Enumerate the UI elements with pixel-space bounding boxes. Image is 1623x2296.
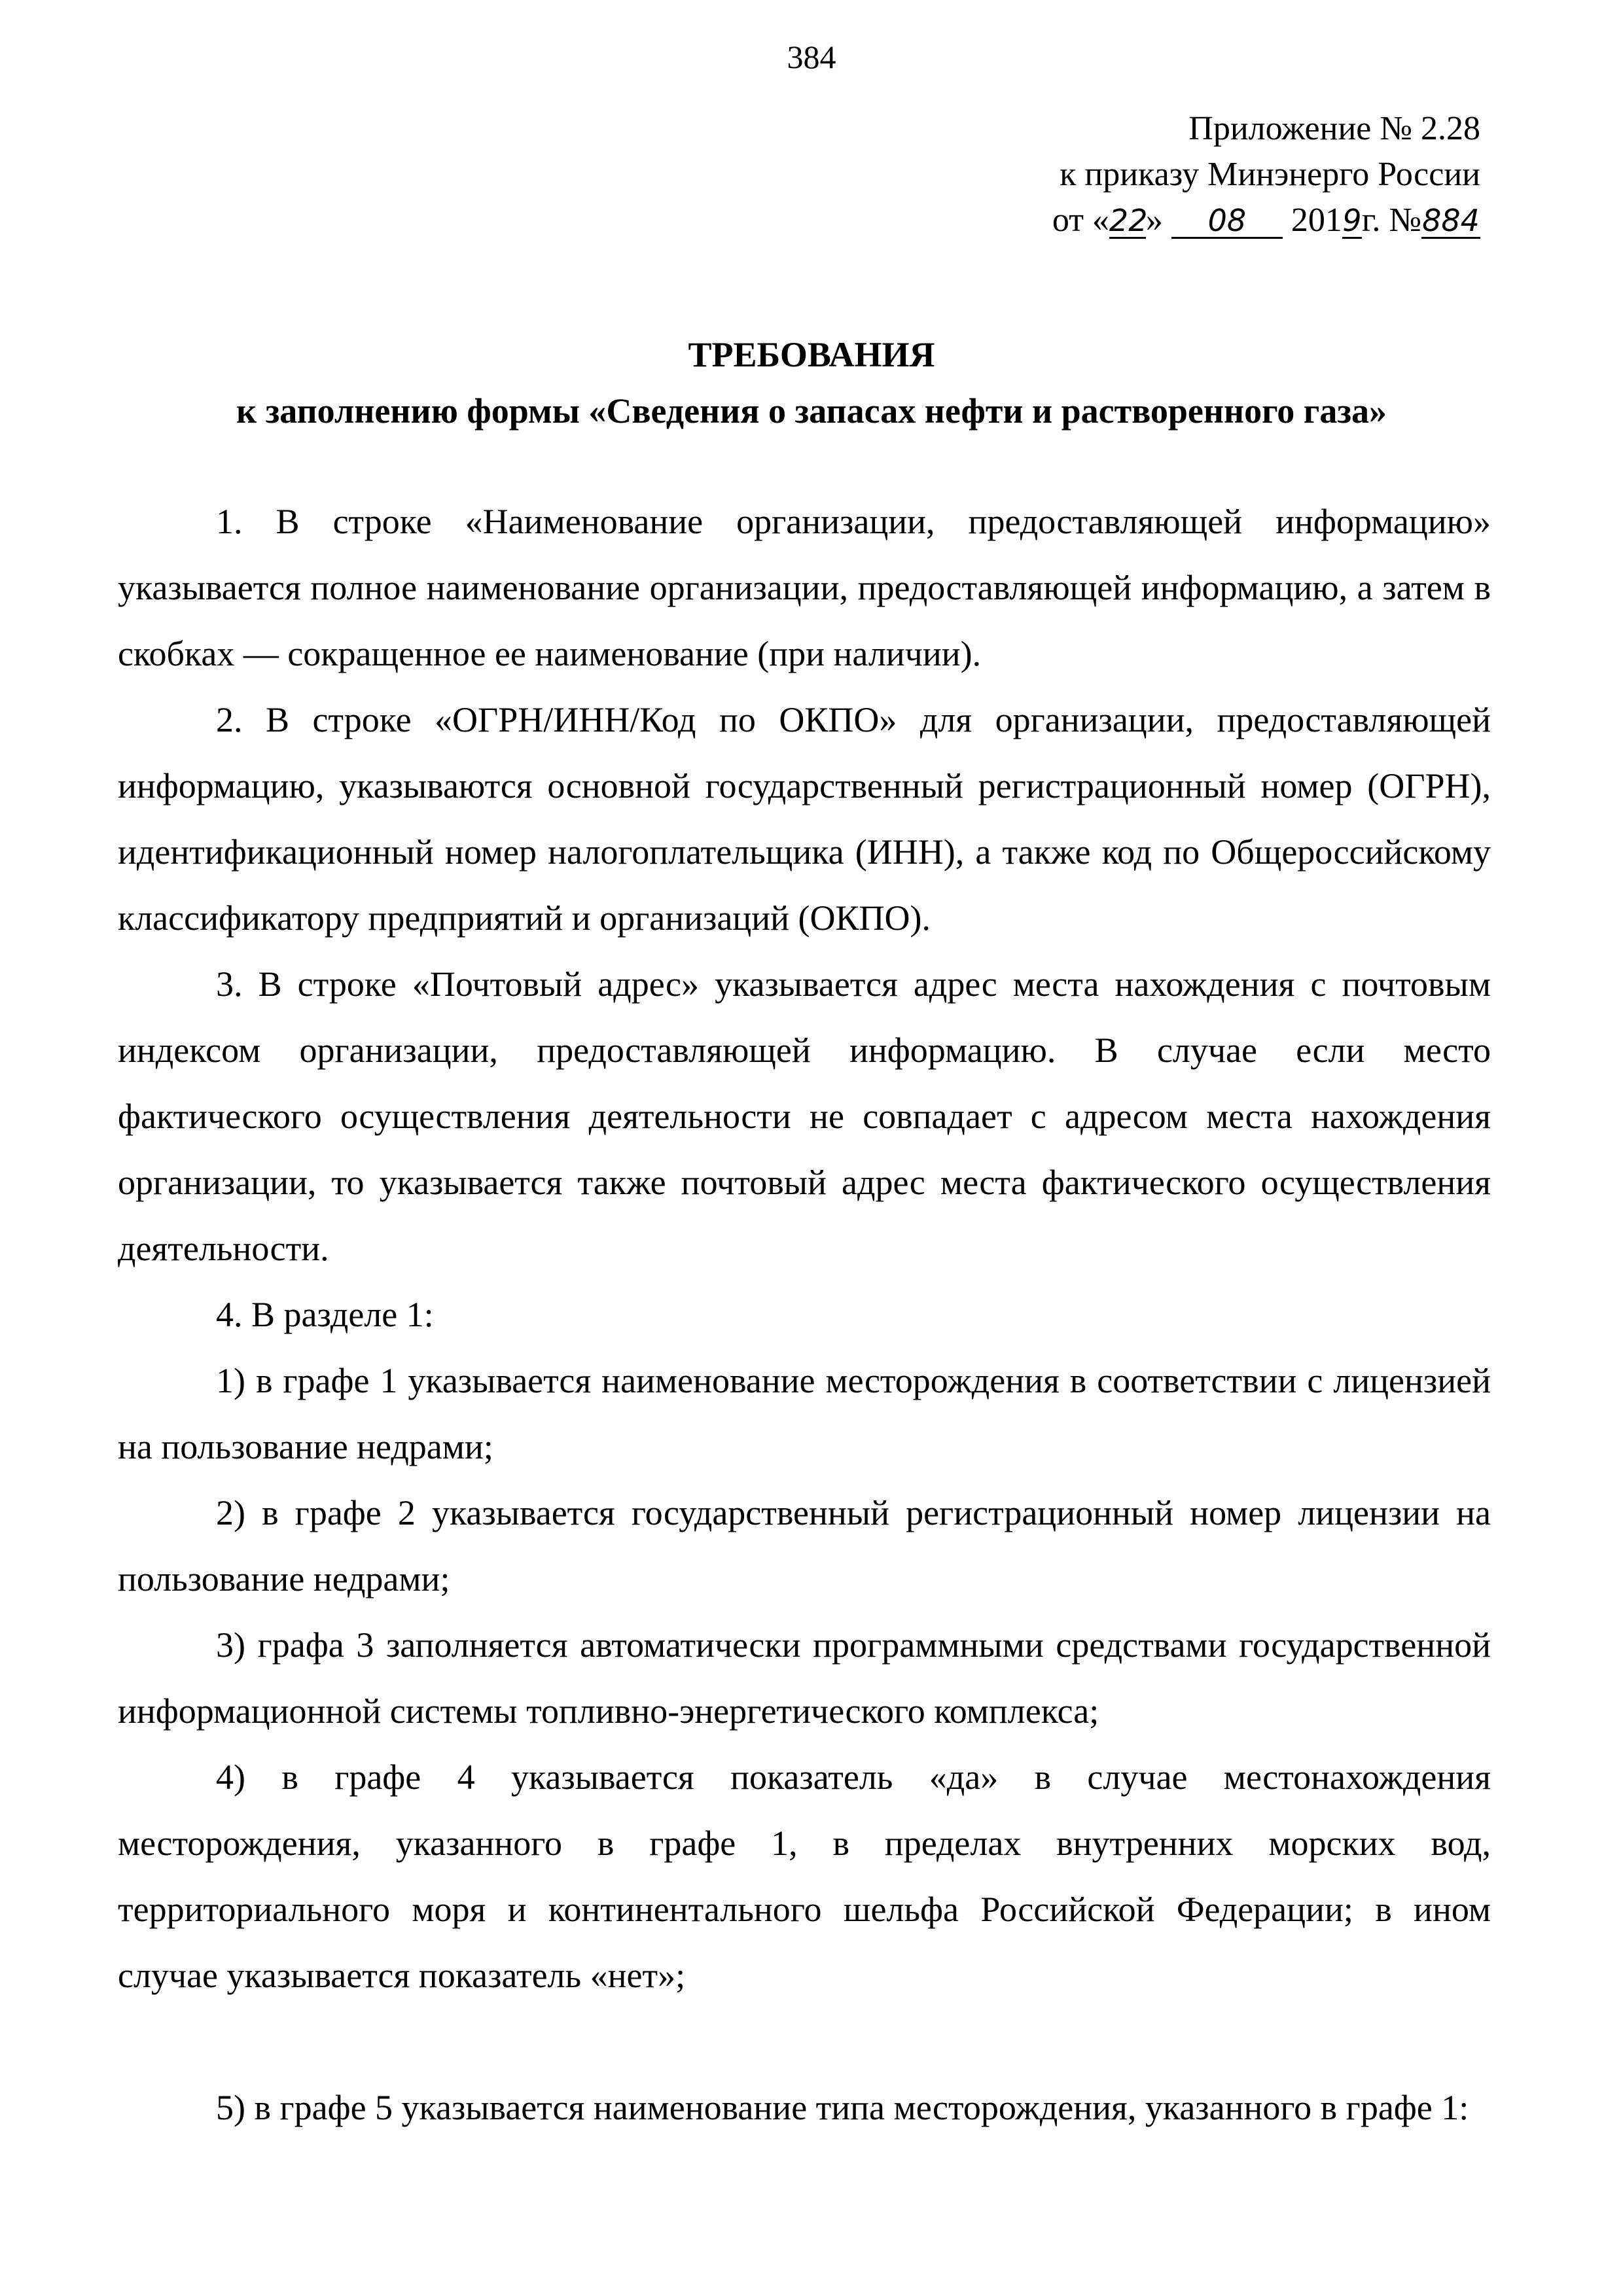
paragraph-3: 3. В строке «Почтовый адрес» указывается адрес места нахождения с почтовым индексом организации, предоставляющей информацию. В случае если место фактического осуществления деятельности не совпадает с адресом места нахождения организации, то указывается также почтовый адрес места фактического осуществления деятельности. [118, 964, 1491, 1268]
date-mid: » [1145, 202, 1163, 239]
page-number: 384 [787, 39, 836, 75]
appendix-date-line [936, 198, 1480, 243]
paragraph-6: 2) в графе 2 указывается государственный регистрационный номер лицензии на пользование недрами; [118, 1493, 1491, 1598]
number-label: г. № [1361, 202, 1421, 239]
paragraph-9: 5) в графе 5 указывается наименование типа месторождения, указанного в графе 1: [216, 2088, 1469, 2127]
appendix-line-1: Приложение № 2.28 [1188, 110, 1480, 147]
paragraph-2: 2. В строке «ОГРН/ИНН/Код по ОКПО» для организации, предоставляющей информацию, указываются основной государственный регистрационный номер (ОГРН), идентификационный номер налогоплательщика (ИНН), а также код по Общероссийскому классификатору предприятий и организаций (ОКПО). [118, 700, 1491, 938]
date-prefix: от « [1052, 202, 1109, 239]
handwritten-order-number: 884 [1422, 203, 1480, 238]
paragraph-7: 3) графа 3 заполняется автоматически программными средствами государственной информационной системы топливно-энергетического комплекса; [118, 1625, 1491, 1731]
paragraph-1: 1. В строке «Наименование организации, предоставляющей информацию» указывается полное наименование организации, предоставляющей информацию, а затем в скобках — сокращенное ее наименование (при наличии). [118, 502, 1491, 673]
document-title: ТРЕБОВАНИЯ [688, 335, 935, 374]
paragraph-8: 4) в графе 4 указывается показатель «да» в случае местонахождения месторождения, указанного в графе 1, в пределах внутренних морских вод, территориального моря и континентального шельфа Российской Федерации; в ином случае указывается показатель «нет»; [118, 1757, 1491, 1995]
paragraph-4: 4. В разделе 1: [216, 1295, 434, 1334]
year-prefix: 201 [1291, 202, 1342, 239]
handwritten-day: 22 [1109, 203, 1148, 238]
appendix-line-2: к приказу Минэнерго России [1060, 156, 1480, 193]
paragraph-5: 1) в графе 1 указывается наименование месторождения в соответствии с лицензией на пользование недрами; [118, 1361, 1491, 1466]
appendix-block [936, 106, 1480, 243]
handwritten-year-digit: 9 [1342, 203, 1362, 238]
handwritten-month: 08 [1171, 204, 1283, 239]
document-subtitle: к заполнению формы «Сведения о запасах нефти и растворенного газа» [236, 391, 1387, 431]
document-body [118, 489, 1491, 2141]
